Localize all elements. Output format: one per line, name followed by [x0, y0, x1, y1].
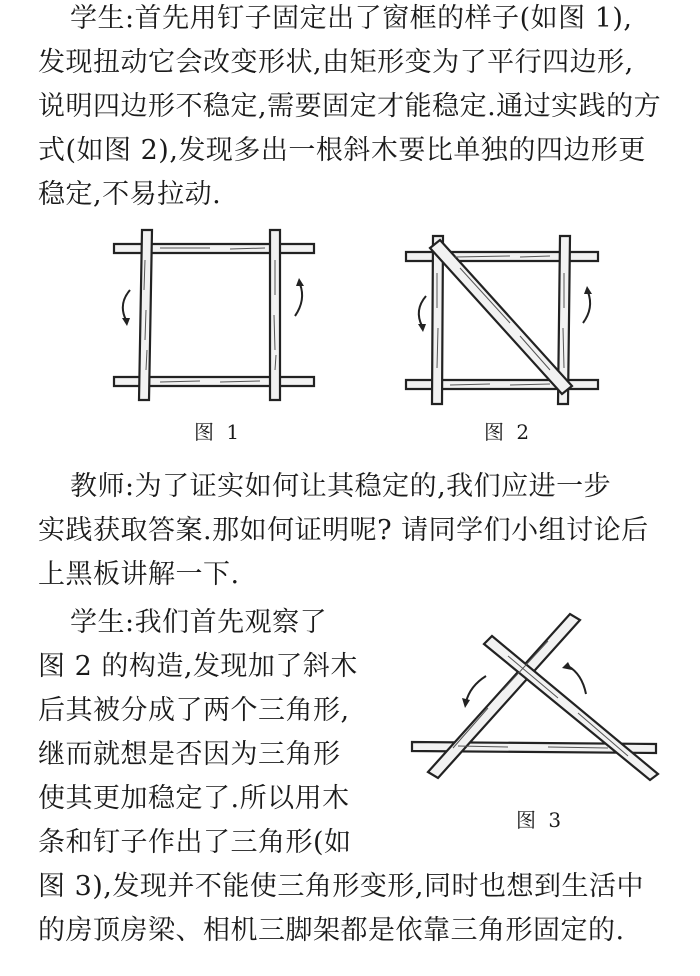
text-line: 发现扭动它会改变形状,由矩形变为了平行四边形, [38, 47, 634, 78]
figure-3-caption: 图 3 [516, 808, 565, 832]
figure-1-square-frame [100, 220, 330, 410]
text-line: 条和钉子作出了三角形(如 [38, 827, 352, 858]
text-line: 学生:首先用钉子固定出了窗框的样子(如图 1), [70, 3, 633, 34]
text-line: 的房顶房梁、相机三脚架都是依靠三角形固定的. [38, 915, 625, 946]
text-line: 上黑板讲解一下. [38, 559, 240, 590]
text-line: 后其被分成了两个三角形, [38, 695, 350, 726]
text-line: 式(如图 2),发现多出一根斜木要比单独的四边形更 [38, 135, 646, 166]
text-line: 学生:我们首先观察了 [70, 607, 328, 638]
figure-2-caption: 图 2 [484, 420, 533, 444]
figure-1-caption: 图 1 [194, 420, 243, 444]
text-line: 图 2 的构造,发现加了斜木 [38, 651, 358, 682]
text-line: 教师:为了证实如何让其稳定的,我们应进一步 [70, 471, 612, 502]
figure-3-triangle-frame [408, 608, 664, 788]
text-line: 继而就想是否因为三角形 [38, 739, 341, 770]
text-line: 使其更加稳定了.所以用木 [38, 783, 350, 814]
figure-2-braced-frame [400, 228, 610, 418]
text-line: 图 3),发现并不能使三角形变形,同时也想到生活中 [38, 871, 644, 902]
text-line: 实践获取答案.那如何证明呢? 请同学们小组讨论后 [38, 515, 649, 546]
text-line: 稳定,不易拉动. [38, 179, 222, 210]
text-line: 说明四边形不稳定,需要固定才能稳定.通过实践的方 [38, 91, 662, 122]
